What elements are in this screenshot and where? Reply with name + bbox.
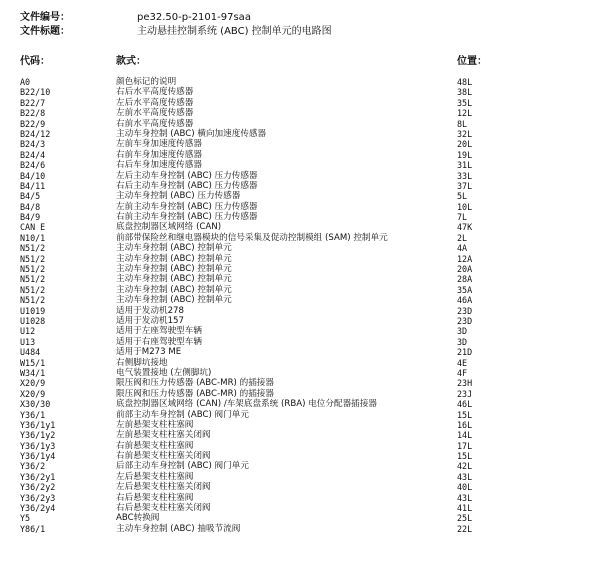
column-header-position: 位置： — [457, 56, 487, 67]
row-code: B4/8 — [20, 201, 41, 212]
row-code: U1019 — [20, 305, 46, 316]
row-description: 主动车身控制 (ABC) 控制单元 — [116, 264, 232, 275]
table-row — [0, 451, 602, 461]
table-row — [0, 378, 602, 388]
table-row — [0, 410, 602, 420]
table-row — [0, 358, 602, 368]
row-description: 左后悬架支柱柱塞阀 — [116, 471, 194, 482]
row-position: 7L — [457, 212, 468, 223]
row-description: ABC转换阀 — [116, 513, 160, 524]
table-row — [0, 77, 602, 87]
row-position: 19L — [457, 149, 473, 160]
row-description: 适用于左座驾驶型车辆 — [116, 326, 202, 337]
table-row — [0, 306, 602, 316]
table-row — [0, 493, 602, 503]
row-code: N51/2 — [20, 264, 46, 275]
row-description: 电气装置接地 (左侧脚坑) — [116, 367, 212, 378]
row-code: Y36/2 — [20, 461, 46, 472]
doc-title-label: 文件标题： — [20, 26, 70, 37]
row-position: 47K — [457, 222, 473, 233]
row-position: 48L — [457, 77, 473, 87]
row-description: 左前悬架支柱柱塞关闭阀 — [116, 430, 211, 441]
row-code: Y36/1y4 — [20, 451, 56, 462]
row-description: 右后车身加速度传感器 — [116, 160, 202, 171]
row-position: 12A — [457, 253, 473, 264]
row-description: 左前悬架支柱柱塞阀 — [116, 419, 194, 430]
row-code: Y36/2y3 — [20, 492, 56, 503]
table-row — [0, 441, 602, 451]
row-description: 前部带保险丝和继电器模块的信号采集及促动控制模组 (SAM) 控制单元 — [116, 232, 388, 243]
table-row — [0, 347, 602, 357]
row-position: 23D — [457, 305, 473, 316]
row-description: 主动车身控制 (ABC) 控制单元 — [116, 274, 232, 285]
table-row — [0, 108, 602, 118]
table-row — [0, 513, 602, 523]
row-description: 右后悬架支柱柱塞关闭阀 — [116, 503, 211, 514]
row-code: N51/2 — [20, 284, 46, 295]
row-code: X20/9 — [20, 378, 46, 389]
row-description: 主动车身控制 (ABC) 横向加速度传感器 — [116, 128, 267, 139]
row-code: Y36/1y1 — [20, 419, 56, 430]
row-description: 前部主动车身控制 (ABC) 阀门单元 — [116, 409, 249, 420]
table-row — [0, 181, 602, 191]
table-row — [0, 87, 602, 97]
table-row — [0, 337, 602, 347]
row-position: 14L — [457, 430, 473, 441]
doc-number-label: 文件编号： — [20, 12, 70, 23]
table-row — [0, 326, 602, 336]
row-description: 底盘控制器区域网络 (CAN) — [116, 222, 222, 233]
row-description: 左前水平高度传感器 — [116, 108, 194, 119]
row-position: 33L — [457, 170, 473, 181]
row-description: 颜色标记的说明 — [116, 77, 177, 87]
table-row — [0, 368, 602, 378]
row-position: 21D — [457, 347, 473, 358]
row-position: 15L — [457, 451, 473, 462]
table-row — [0, 119, 602, 129]
row-position: 23D — [457, 315, 473, 326]
row-code: N51/2 — [20, 274, 46, 285]
row-position: 42L — [457, 461, 473, 472]
row-description: 右侧脚坑接地 — [116, 357, 168, 368]
table-row — [0, 264, 602, 274]
row-code: U1028 — [20, 315, 46, 326]
row-description: 适用于发动机157 — [116, 315, 184, 326]
row-code: B22/7 — [20, 97, 46, 108]
table-row — [0, 212, 602, 222]
row-position: 12L — [457, 108, 473, 119]
table-row — [0, 389, 602, 399]
row-code: N51/2 — [20, 253, 46, 264]
row-description: 右前悬架支柱柱塞关闭阀 — [116, 451, 211, 462]
row-description: 主动车身控制 (ABC) 压力传感器 — [116, 191, 241, 202]
row-description: 右后主动车身控制 (ABC) 压力传感器 — [116, 180, 258, 191]
row-description: 适用于发动机278 — [116, 305, 184, 316]
table-row — [0, 222, 602, 232]
row-code: X20/9 — [20, 388, 46, 399]
row-code: B22/8 — [20, 108, 46, 119]
row-position: 15L — [457, 409, 473, 420]
table-row — [0, 129, 602, 139]
table-row — [0, 254, 602, 264]
row-description: 右前车身加速度传感器 — [116, 149, 202, 160]
table-row — [0, 139, 602, 149]
table-row — [0, 150, 602, 160]
table-row — [0, 233, 602, 243]
row-description: 主动车身控制 (ABC) 控制单元 — [116, 253, 232, 264]
row-position: 23J — [457, 388, 473, 399]
row-position: 40L — [457, 482, 473, 493]
doc-number-value: pe32.50-p-2101-97saa — [137, 12, 251, 23]
table-row — [0, 295, 602, 305]
column-header-description: 款式： — [116, 56, 146, 67]
column-header-code: 代码： — [20, 56, 50, 67]
row-code: U13 — [20, 336, 36, 347]
row-position: 28A — [457, 274, 473, 285]
row-position: 31L — [457, 160, 473, 171]
row-code: B4/10 — [20, 170, 46, 181]
row-position: 10L — [457, 201, 473, 212]
row-code: U484 — [20, 347, 41, 358]
table-row — [0, 524, 602, 534]
row-description: 右后悬架支柱柱塞阀 — [116, 492, 194, 503]
row-description: 左前车身加速度传感器 — [116, 139, 202, 150]
row-position: 35L — [457, 97, 473, 108]
table-row — [0, 399, 602, 409]
row-position: 32L — [457, 128, 473, 139]
row-code: Y36/1y3 — [20, 440, 56, 451]
row-code: N10/1 — [20, 232, 46, 243]
row-code: B22/10 — [20, 87, 51, 98]
row-code: CAN E — [20, 222, 46, 233]
row-description: 右后水平高度传感器 — [116, 87, 194, 98]
row-code: Y36/2y1 — [20, 471, 56, 482]
row-position: 16L — [457, 419, 473, 430]
row-description: 限压阀和压力传感器 (ABC-MR) 的插接器 — [116, 378, 274, 389]
row-code: Y36/2y2 — [20, 482, 56, 493]
table-row — [0, 472, 602, 482]
row-position: 8L — [457, 118, 468, 129]
row-code: B24/12 — [20, 128, 51, 139]
row-description: 主动车身控制 (ABC) 抽吸节流阀 — [116, 523, 241, 534]
table-row — [0, 171, 602, 181]
doc-title-value: 主动悬挂控制系统 (ABC) 控制单元的电路图 — [137, 26, 332, 37]
row-position: 46L — [457, 399, 473, 410]
table-row — [0, 461, 602, 471]
row-code: B4/11 — [20, 180, 46, 191]
table-row — [0, 274, 602, 284]
row-description: 左前主动车身控制 (ABC) 压力传感器 — [116, 201, 258, 212]
row-code: N51/2 — [20, 295, 46, 306]
row-position: 4A — [457, 243, 468, 254]
table-row — [0, 191, 602, 201]
row-code: Y5 — [20, 513, 31, 524]
row-position: 5L — [457, 191, 468, 202]
row-code: A0 — [20, 77, 31, 87]
row-description: 左后悬架支柱柱塞关闭阀 — [116, 482, 211, 493]
table-row — [0, 285, 602, 295]
legend-table — [0, 77, 602, 534]
row-code: Y36/2y4 — [20, 503, 56, 514]
table-row — [0, 503, 602, 513]
row-position: 2L — [457, 232, 468, 243]
row-position: 20L — [457, 139, 473, 150]
table-row — [0, 202, 602, 212]
row-position: 3D — [457, 326, 468, 337]
row-position: 20A — [457, 264, 473, 275]
row-code: W15/1 — [20, 357, 46, 368]
row-code: B22/9 — [20, 118, 46, 129]
row-description: 右前主动车身控制 (ABC) 压力传感器 — [116, 212, 258, 223]
table-row — [0, 160, 602, 170]
row-code: N51/2 — [20, 243, 46, 254]
row-code: B24/3 — [20, 139, 46, 150]
row-description: 限压阀和压力传感器 (ABC-MR) 的插接器 — [116, 388, 274, 399]
row-position: 43L — [457, 471, 473, 482]
row-position: 35A — [457, 284, 473, 295]
row-code: B4/9 — [20, 212, 41, 223]
row-description: 主动车身控制 (ABC) 控制单元 — [116, 295, 232, 306]
row-description: 适用于M273 ME — [116, 347, 182, 358]
table-row — [0, 420, 602, 430]
row-code: U12 — [20, 326, 36, 337]
row-position: 23H — [457, 378, 473, 389]
row-description: 底盘控制器区域网络 (CAN) /车架底盘系统 (RBA) 电位分配器插接器 — [116, 399, 377, 410]
row-code: B4/5 — [20, 191, 41, 202]
row-position: 17L — [457, 440, 473, 451]
table-row — [0, 482, 602, 492]
table-row — [0, 316, 602, 326]
row-code: B24/6 — [20, 160, 46, 171]
row-description: 左后水平高度传感器 — [116, 97, 194, 108]
row-description: 主动车身控制 (ABC) 控制单元 — [116, 284, 232, 295]
table-row — [0, 430, 602, 440]
row-code: W34/1 — [20, 367, 46, 378]
row-position: 41L — [457, 503, 473, 514]
row-code: Y36/1y2 — [20, 430, 56, 441]
row-code: B24/4 — [20, 149, 46, 160]
row-code: Y86/1 — [20, 523, 46, 534]
row-position: 3D — [457, 336, 468, 347]
row-description: 左后主动车身控制 (ABC) 压力传感器 — [116, 170, 258, 181]
row-position: 4F — [457, 367, 468, 378]
row-position: 46A — [457, 295, 473, 306]
row-position: 4E — [457, 357, 468, 368]
row-description: 右前水平高度传感器 — [116, 118, 194, 129]
row-position: 38L — [457, 87, 473, 98]
row-position: 22L — [457, 523, 473, 534]
row-code: X30/30 — [20, 399, 51, 410]
row-description: 适用于右座驾驶型车辆 — [116, 336, 202, 347]
row-position: 43L — [457, 492, 473, 503]
row-code: Y36/1 — [20, 409, 46, 420]
row-description: 右前悬架支柱柱塞阀 — [116, 440, 194, 451]
table-row — [0, 98, 602, 108]
row-description: 主动车身控制 (ABC) 控制单元 — [116, 243, 232, 254]
table-row — [0, 243, 602, 253]
row-position: 37L — [457, 180, 473, 191]
row-description: 后部主动车身控制 (ABC) 阀门单元 — [116, 461, 249, 472]
row-position: 25L — [457, 513, 473, 524]
